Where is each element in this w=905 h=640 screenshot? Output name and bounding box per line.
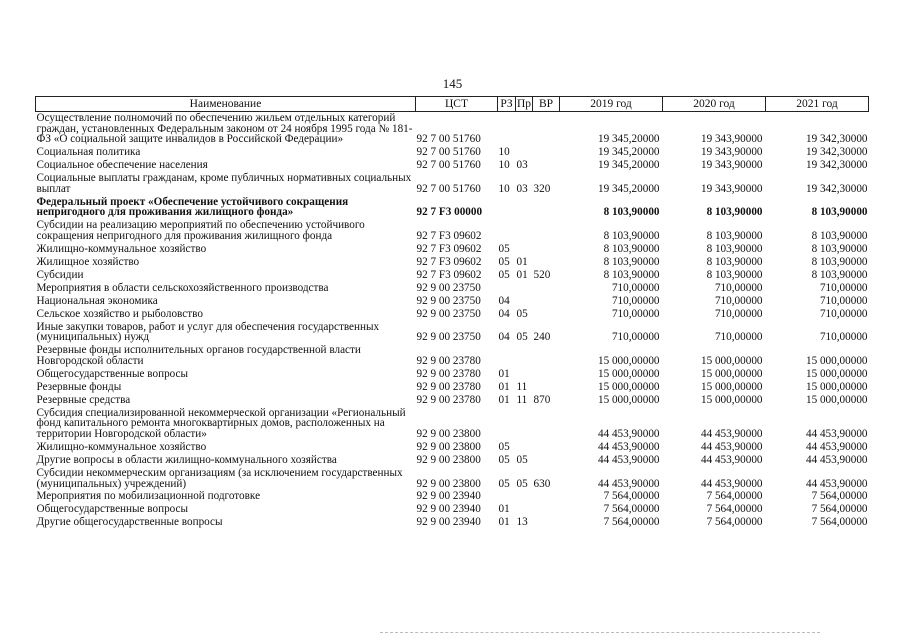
cell-rz: 05 xyxy=(498,255,510,268)
cell-name: Федеральный проект «Обеспечение устойчивого сокращения непригодного для проживания жилищного фонда» xyxy=(36,195,349,219)
cell-pr: 01 xyxy=(516,255,528,268)
cell-name: Субсидии xyxy=(36,268,84,281)
cell-pr: 05 xyxy=(516,453,528,466)
cell-name: Субсидии некоммерческим организациям (за исключением государственных (муниципальных) учреждений) xyxy=(36,466,403,490)
cell-cst: 92 9 00 23800 xyxy=(416,453,481,466)
cell-2020: 19 343,90000 xyxy=(700,159,763,172)
cell-cst: 92 9 00 23750 xyxy=(416,294,481,307)
cell-2021: 710,00000 xyxy=(819,307,868,320)
cell-2021: 710,00000 xyxy=(819,281,868,294)
cell-cst: 92 9 00 23800 xyxy=(416,428,481,440)
cell-2019: 15 000,00000 xyxy=(597,367,660,380)
cell-2020: 8 103,90000 xyxy=(706,268,763,281)
header-name: Наименование xyxy=(36,97,416,112)
cell-2019: 710,00000 xyxy=(611,331,660,344)
cell-vr xyxy=(533,344,560,368)
table-row xyxy=(36,467,869,491)
table-row xyxy=(36,256,869,269)
cell-2021: 8 103,90000 xyxy=(811,206,868,219)
cell-vr xyxy=(533,381,560,394)
header-2021: 2021 год xyxy=(766,97,869,112)
cell-rz: 05 xyxy=(498,268,510,281)
cell-pr xyxy=(516,196,533,220)
cell-2019: 8 103,90000 xyxy=(603,255,660,268)
cell-2021: 19 342,30000 xyxy=(805,182,868,195)
cell-2021: 15 000,00000 xyxy=(805,354,868,367)
cell-vr: 320 xyxy=(533,182,551,195)
cell-cst: 92 9 00 23800 xyxy=(416,440,481,453)
cell-2019: 8 103,90000 xyxy=(603,242,660,255)
cell-2019: 19 345,20000 xyxy=(597,146,660,159)
cell-2020: 710,00000 xyxy=(714,294,763,307)
cell-rz: 10 xyxy=(498,159,510,172)
cell-2019: 15 000,00000 xyxy=(597,354,660,367)
cell-pr xyxy=(516,441,533,454)
table-row xyxy=(36,344,869,368)
cell-vr xyxy=(533,159,560,172)
cell-2020: 15 000,00000 xyxy=(700,367,763,380)
cell-pr: 11 xyxy=(516,393,528,406)
cell-rz: 01 xyxy=(498,393,510,406)
cell-2021: 8 103,90000 xyxy=(811,268,868,281)
table-row xyxy=(36,454,869,467)
budget-table xyxy=(35,96,869,529)
cell-2019: 8 103,90000 xyxy=(603,268,660,281)
scan-artifact-line xyxy=(380,632,820,634)
header-pr: Пр xyxy=(517,97,532,110)
table-row xyxy=(36,407,869,441)
cell-2020: 15 000,00000 xyxy=(700,380,763,393)
cell-rz: 10 xyxy=(498,182,510,195)
cell-rz: 01 xyxy=(498,380,510,393)
header-rz: РЗ xyxy=(498,97,516,112)
cell-rz: 05 xyxy=(498,453,510,466)
cell-2019: 710,00000 xyxy=(611,307,660,320)
cell-name: Социальная политика xyxy=(36,146,141,159)
cell-pr xyxy=(516,112,533,147)
cell-2020: 7 564,00000 xyxy=(706,516,763,529)
table-row xyxy=(36,172,869,196)
cell-2020: 15 000,00000 xyxy=(700,393,763,406)
cell-2021: 710,00000 xyxy=(819,331,868,344)
cell-cst: 92 9 00 23750 xyxy=(416,281,481,294)
cell-cst: 92 7 F3 09602 xyxy=(416,242,482,255)
cell-2019: 15 000,00000 xyxy=(597,380,660,393)
cell-rz: 05 xyxy=(498,477,510,490)
cell-vr: 520 xyxy=(533,268,551,281)
cell-pr xyxy=(516,344,533,368)
cell-2019: 44 453,90000 xyxy=(597,453,660,466)
table-row xyxy=(36,146,869,159)
cell-2021: 7 564,00000 xyxy=(811,516,868,529)
header-2020: 2020 год xyxy=(663,97,766,112)
cell-vr xyxy=(533,295,560,308)
cell-2020: 710,00000 xyxy=(714,281,763,294)
cell-rz: 10 xyxy=(498,146,510,159)
cell-2020: 19 343,90000 xyxy=(700,133,763,146)
table-row xyxy=(36,219,869,243)
cell-2019: 44 453,90000 xyxy=(597,440,660,453)
cell-pr: 03 xyxy=(516,182,528,195)
cell-2020: 710,00000 xyxy=(714,307,763,320)
table-row xyxy=(36,516,869,529)
cell-2019: 15 000,00000 xyxy=(597,393,660,406)
cell-cst: 92 9 00 23800 xyxy=(416,477,481,490)
cell-name: Иные закупки товаров, работ и услуг для обеспечения государственных (муниципальных) нужд xyxy=(36,320,380,344)
cell-2019: 710,00000 xyxy=(611,281,660,294)
cell-cst: 92 7 00 51760 xyxy=(416,159,481,172)
cell-vr: 630 xyxy=(533,477,551,490)
cell-rz: 04 xyxy=(498,307,510,320)
cell-cst: 92 9 00 23780 xyxy=(416,393,481,406)
cell-rz: 05 xyxy=(498,440,510,453)
cell-2021: 15 000,00000 xyxy=(805,393,868,406)
cell-vr xyxy=(533,219,560,243)
cell-2021: 7 564,00000 xyxy=(811,503,868,516)
cell-2021: 19 342,30000 xyxy=(805,146,868,159)
cell-rz xyxy=(498,219,516,243)
cell-2019: 8 103,90000 xyxy=(603,230,660,242)
cell-2019: 8 103,90000 xyxy=(603,206,660,219)
cell-cst: 92 9 00 23940 xyxy=(416,503,481,516)
cell-2021: 8 103,90000 xyxy=(811,242,868,255)
cell-vr: 240 xyxy=(533,331,551,344)
header-2019: 2019 год xyxy=(560,97,663,112)
cell-2020: 44 453,90000 xyxy=(700,453,763,466)
cell-2020: 19 343,90000 xyxy=(700,182,763,195)
cell-vr xyxy=(533,196,560,220)
cell-name: Жилищное хозяйство xyxy=(36,255,140,268)
cell-2019: 7 564,00000 xyxy=(603,490,660,503)
cell-vr xyxy=(533,441,560,454)
cell-rz xyxy=(498,282,516,295)
cell-name: Общегосударственные вопросы xyxy=(36,503,189,516)
cell-cst: 92 7 00 51760 xyxy=(416,182,481,195)
page-number: 145 xyxy=(442,76,463,91)
cell-2021: 44 453,90000 xyxy=(805,428,868,440)
cell-cst: 92 7 F3 00000 xyxy=(416,206,483,219)
cell-rz: 01 xyxy=(498,367,510,380)
cell-cst: 92 9 00 23780 xyxy=(416,367,481,380)
cell-cst: 92 9 00 23940 xyxy=(416,516,481,529)
cell-vr xyxy=(533,368,560,381)
cell-cst: 92 7 00 51760 xyxy=(416,146,481,159)
cell-rz xyxy=(498,490,516,503)
cell-2021: 44 453,90000 xyxy=(805,477,868,490)
cell-cst: 92 9 00 23780 xyxy=(416,380,481,393)
table-row xyxy=(36,295,869,308)
cell-name: Мероприятия по мобилизационной подготовке xyxy=(36,490,261,503)
cell-2020: 15 000,00000 xyxy=(700,354,763,367)
cell-2021: 15 000,00000 xyxy=(805,380,868,393)
cell-pr xyxy=(516,219,533,243)
cell-pr: 01 xyxy=(516,268,528,281)
cell-rz: 01 xyxy=(498,516,510,529)
table-row xyxy=(36,269,869,282)
cell-2019: 7 564,00000 xyxy=(603,516,660,529)
table-row xyxy=(36,394,869,407)
cell-cst: 92 7 F3 09602 xyxy=(416,255,482,268)
cell-pr xyxy=(516,146,533,159)
cell-rz: 01 xyxy=(498,503,510,516)
table-body xyxy=(36,112,869,530)
cell-2019: 710,00000 xyxy=(611,294,660,307)
cell-vr xyxy=(533,256,560,269)
cell-2020: 7 564,00000 xyxy=(706,490,763,503)
cell-vr xyxy=(533,490,560,503)
cell-vr xyxy=(533,503,560,516)
cell-2021: 44 453,90000 xyxy=(805,453,868,466)
cell-pr xyxy=(516,243,533,256)
cell-pr: 05 xyxy=(516,307,528,320)
cell-rz: 05 xyxy=(498,242,510,255)
cell-name: Субсидии на реализацию мероприятий по обеспечению устойчивого сокращения непригодного для проживания жилищного фонда xyxy=(36,219,365,242)
cell-vr: 870 xyxy=(533,393,551,406)
table-row xyxy=(36,368,869,381)
cell-pr xyxy=(516,503,533,516)
cell-name: Другие вопросы в области жилищно-коммунального хозяйства xyxy=(36,453,337,466)
cell-name: Социальные выплаты гражданам, кроме публичных нормативных социальных выплат xyxy=(36,172,412,195)
cell-2021: 19 342,30000 xyxy=(805,133,868,146)
cell-2020: 44 453,90000 xyxy=(700,477,763,490)
cell-name: Осуществление полномочий по обеспечению жильем отдельных категорий граждан, установленных Федеральным законом от 24 ноября 1995 года № 181-ФЗ «О социальной защите инвалидов в Российской Федерации» xyxy=(36,112,413,146)
cell-rz: 04 xyxy=(498,294,510,307)
cell-2020: 44 453,90000 xyxy=(700,428,763,440)
cell-vr xyxy=(533,112,560,147)
table-row xyxy=(36,243,869,256)
cell-cst: 92 9 00 23940 xyxy=(416,490,481,503)
cell-2021: 7 564,00000 xyxy=(811,490,868,503)
cell-2020: 8 103,90000 xyxy=(706,255,763,268)
cell-pr: 05 xyxy=(516,331,528,344)
table-row xyxy=(36,196,869,220)
cell-2020: 8 103,90000 xyxy=(706,230,763,242)
cell-name: Общегосударственные вопросы xyxy=(36,367,189,380)
cell-2019: 44 453,90000 xyxy=(597,477,660,490)
cell-rz xyxy=(498,112,516,147)
cell-cst: 92 9 00 23780 xyxy=(416,354,481,367)
table-row xyxy=(36,381,869,394)
table-row xyxy=(36,282,869,295)
cell-2021: 8 103,90000 xyxy=(811,230,868,242)
cell-name: Резервные фонды xyxy=(36,380,122,393)
cell-vr xyxy=(533,516,560,529)
table-row xyxy=(36,159,869,172)
cell-name: Жилищно-коммунальное хозяйство xyxy=(36,440,207,453)
cell-2019: 7 564,00000 xyxy=(603,503,660,516)
cell-2019: 19 345,20000 xyxy=(597,133,660,146)
cell-rz: 04 xyxy=(498,331,510,344)
header-vr: ВР xyxy=(533,97,560,112)
table-row xyxy=(36,441,869,454)
cell-pr xyxy=(516,490,533,503)
cell-name: Национальная экономика xyxy=(36,294,158,307)
table-row xyxy=(36,308,869,321)
table-row xyxy=(36,321,869,345)
cell-pr xyxy=(516,407,533,441)
cell-vr xyxy=(533,282,560,295)
table-row xyxy=(36,490,869,503)
cell-pr xyxy=(516,282,533,295)
cell-2021: 44 453,90000 xyxy=(805,440,868,453)
cell-name: Социальное обеспечение населения xyxy=(36,159,208,172)
cell-rz xyxy=(498,344,516,368)
cell-vr xyxy=(533,308,560,321)
table-row xyxy=(36,503,869,516)
cell-rz xyxy=(498,196,516,220)
cell-name: Резервные средства xyxy=(36,393,131,406)
cell-2021: 8 103,90000 xyxy=(811,255,868,268)
cell-2020: 7 564,00000 xyxy=(706,503,763,516)
cell-name: Другие общегосударственные вопросы xyxy=(36,516,223,529)
cell-name: Мероприятия в области сельскохозяйственного производства xyxy=(36,281,329,294)
cell-vr xyxy=(533,454,560,467)
cell-2021: 15 000,00000 xyxy=(805,367,868,380)
cell-name: Сельское хозяйство и рыболовство xyxy=(36,307,203,320)
cell-2019: 44 453,90000 xyxy=(597,428,660,440)
cell-cst: 92 9 00 23750 xyxy=(416,307,481,320)
cell-2019: 19 345,20000 xyxy=(597,159,660,172)
cell-2020: 44 453,90000 xyxy=(700,440,763,453)
cell-name: Жилищно-коммунальное хозяйство xyxy=(36,242,207,255)
cell-2021: 710,00000 xyxy=(819,294,868,307)
cell-pr: 13 xyxy=(516,516,528,529)
cell-2019: 19 345,20000 xyxy=(597,182,660,195)
cell-cst: 92 7 00 51760 xyxy=(416,133,481,146)
cell-pr: 03 xyxy=(516,159,528,172)
table-header-row xyxy=(36,97,869,112)
cell-2020: 8 103,90000 xyxy=(706,242,763,255)
cell-vr xyxy=(533,243,560,256)
cell-rz xyxy=(498,407,516,441)
cell-2020: 710,00000 xyxy=(714,331,763,344)
cell-name: Резервные фонды исполнительных органов государственной власти Новгородской области xyxy=(36,344,361,367)
cell-name: Субсидия специализированной некоммерческой организации «Региональный фонд капитального ремонта многоквартирных домов, расположенных на территории Новгородской области» xyxy=(36,406,406,440)
cell-pr xyxy=(516,295,533,308)
cell-vr xyxy=(533,146,560,159)
cell-cst: 92 9 00 23750 xyxy=(416,331,481,344)
cell-pr: 11 xyxy=(516,380,528,393)
cell-pr: 05 xyxy=(516,477,528,490)
cell-2020: 19 343,90000 xyxy=(700,146,763,159)
cell-2021: 19 342,30000 xyxy=(805,159,868,172)
header-cst: ЦСТ xyxy=(416,97,498,112)
cell-cst: 92 7 F3 09602 xyxy=(416,230,482,242)
cell-2020: 8 103,90000 xyxy=(706,206,763,219)
cell-cst: 92 7 F3 09602 xyxy=(416,268,482,281)
cell-pr xyxy=(516,368,533,381)
table-row xyxy=(36,112,869,147)
cell-vr xyxy=(533,407,560,441)
